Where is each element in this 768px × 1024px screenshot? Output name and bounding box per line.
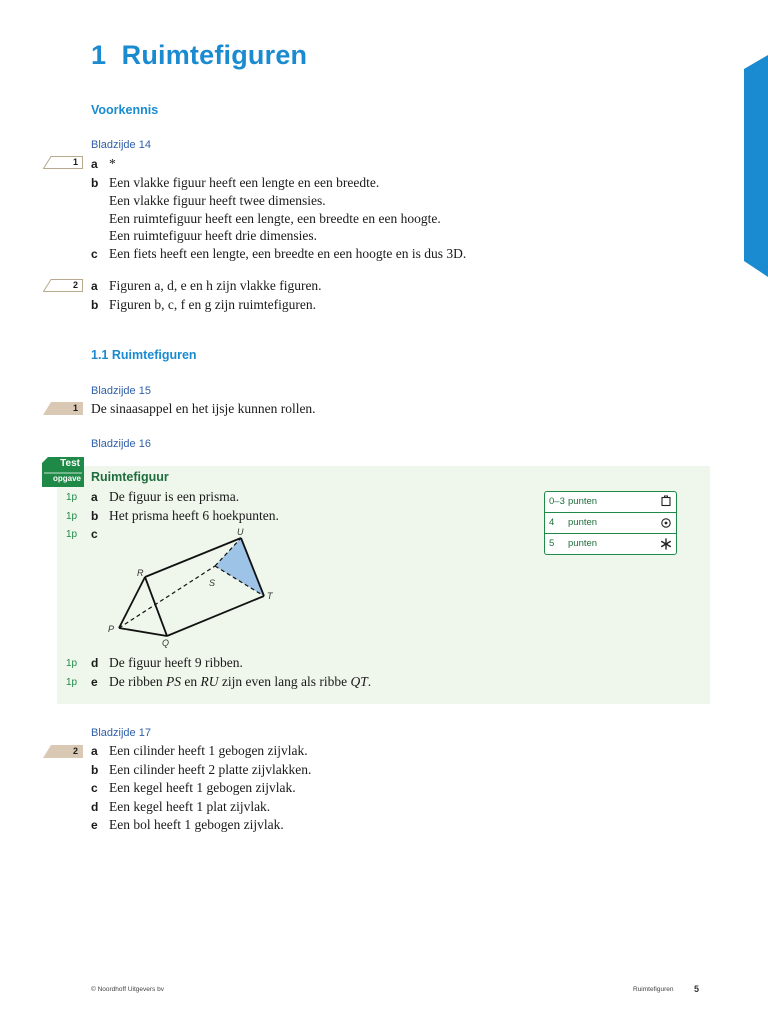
answer-line: Een ruimtefiguur heeft drie dimensies.: [109, 228, 318, 243]
answer-line: a Figuren a, d, e en h zijn vlakke figuren.: [91, 278, 322, 293]
test-badge: Test opgave: [42, 457, 84, 487]
page-ref: Bladzijde 14: [91, 139, 151, 151]
exercise-number-tag: 2: [43, 745, 83, 758]
exercise-number-tag: 1: [43, 402, 83, 415]
chapter-title: 1 Ruimtefiguren: [91, 40, 308, 70]
vertex-label-p: P: [108, 624, 115, 634]
score-row: 5 punten: [545, 534, 676, 554]
square-check-icon: [660, 492, 672, 512]
answer-line: c Een fiets heeft een lengte, een breedte en een hoogte en is dus 3D.: [91, 245, 467, 261]
footer-chapter-name: Ruimtefiguren: [633, 986, 674, 993]
vertex-label-u: U: [237, 527, 244, 537]
page-number: 5: [694, 984, 700, 994]
asterisk-icon: [660, 534, 672, 554]
answer-line: b Een cilinder heeft 2 platte zijvlakken.: [91, 761, 312, 777]
page-ref: Bladzijde 15: [91, 385, 151, 397]
answer-line: 1p a De figuur is een prisma.: [66, 489, 240, 504]
section-heading: 1.1 Ruimtefiguren: [91, 348, 197, 362]
answer-line: 1p d De figuur heeft 9 ribben.: [66, 655, 243, 670]
test-answers-continued: [66, 654, 526, 691]
chapter-side-tab: [744, 55, 768, 277]
vertex-label-s: S: [209, 578, 216, 588]
score-row: 4 punten: [545, 513, 676, 534]
answer-line: 1p c: [66, 527, 98, 541]
exercise-1-answers: [91, 155, 466, 263]
score-row: 0–3 punten: [545, 492, 676, 513]
answer-line: c Een kegel heeft 1 gebogen zijvlak.: [91, 780, 296, 795]
exercise-number-tag: 1: [43, 156, 83, 169]
voorkennis-heading: Voorkennis: [91, 103, 159, 117]
exercise-2-answers-section: [91, 742, 311, 835]
vertex-label-q: Q: [162, 638, 170, 648]
exercise-number-tag: 2: [43, 279, 83, 292]
page-ref: Bladzijde 17: [91, 727, 151, 739]
answer-line: De sinaasappel en het ijsje kunnen rollen.: [91, 401, 316, 416]
footer-copyright: © Noordhoff Uitgevers bv: [91, 986, 164, 993]
answer-line: Een vlakke figuur heeft twee dimensies.: [109, 193, 326, 208]
vertex-label-r: R: [137, 568, 144, 578]
answer-line: b Een vlakke figuur heeft een lengte en een breedte.: [91, 174, 380, 190]
answer-line: Een ruimtefiguur heeft een lengte, een breedte en een hoogte.: [109, 210, 441, 226]
answer-line: a *: [91, 156, 116, 171]
triangular-prism-figure: [104, 526, 284, 650]
answer-line: e Een bol heeft 1 gebogen zijvlak.: [91, 817, 284, 832]
answer-line: 1p b Het prisma heeft 6 hoekpunten.: [66, 507, 279, 523]
answer-line: 1p e De ribben PS en RU zijn even lang als ribbe QT.: [66, 673, 372, 689]
test-title: Ruimtefiguur: [91, 470, 169, 484]
score-table: [544, 491, 677, 555]
page-ref: Bladzijde 16: [91, 438, 151, 450]
exercise-2-answers: [91, 277, 322, 314]
answer-line: d Een kegel heeft 1 plat zijvlak.: [91, 798, 271, 814]
answer-line: b Figuren b, c, f en g zijn ruimtefiguren.: [91, 296, 316, 312]
answer-line: a Een cilinder heeft 1 gebogen zijvlak.: [91, 743, 308, 758]
vertex-label-t: T: [267, 591, 273, 601]
target-icon: [660, 513, 672, 533]
